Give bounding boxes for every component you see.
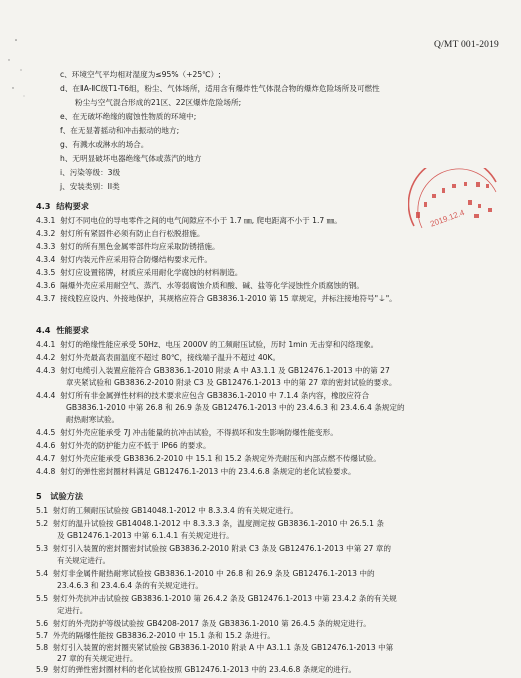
clause-text: 射灯所有非金属弹性材料的技术要求应包含 GB3836.1-2010 中 7.1.4 条内容，橡胶应符合 xyxy=(60,391,370,400)
clause-number: 5.9 xyxy=(36,665,49,674)
clause xyxy=(36,544,391,554)
clause-number: 4.3.5 xyxy=(36,268,56,277)
clause-continuation: 章夹紧试验和 GB3836.2-2010 附录 C3 及 GB12476.1-2013 中的第 27 章的密封试验的要求。 xyxy=(66,378,397,387)
clause-number: 4.3.6 xyxy=(36,281,56,290)
clause-text: 射灯外壳应能承受 GB3836.2-2010 中 15.1 和 15.2 条规定外壳耐压和内部点燃不传爆试验。 xyxy=(60,454,381,463)
section-title: 性能要求 xyxy=(56,325,89,335)
clause-number: 4.4.6 xyxy=(36,441,56,450)
clause-text: 射灯的所有黑色金属零部件均应采取防锈措施。 xyxy=(60,242,220,251)
clause xyxy=(36,216,342,226)
clause-number: 4.3.2 xyxy=(36,229,56,238)
clause xyxy=(36,454,381,464)
clause-number: 5.7 xyxy=(36,631,49,640)
clause-number: 5.3 xyxy=(36,544,49,553)
clause-text: 射灯的弹性密封圈材料的老化试验按照 GB12476.1-2013 中的 23.4.6.8 条规定的进行。 xyxy=(52,665,356,674)
clause xyxy=(36,594,397,604)
clause xyxy=(36,366,390,376)
clause-text: 射灯的外壳防护等级试验按 GB4208-2017 条及 GB3836.1-2010 第 26.4.5 条的规定进行。 xyxy=(52,619,371,628)
clause xyxy=(36,619,371,629)
clause-text: 外壳的隔爆性能按 GB3836.2-2010 中 15.1 条和 15.2 条进行。 xyxy=(52,631,275,640)
list-item: f、在无显著摇动和冲击振动的地方; xyxy=(60,126,180,135)
clause xyxy=(36,242,220,252)
clause-continuation: 定进行。 xyxy=(57,606,88,615)
clause-number: 4.3.7 xyxy=(36,294,56,303)
clause-number: 4.4.5 xyxy=(36,428,56,437)
clause-number: 4.3.4 xyxy=(36,255,56,264)
clause-text: 射灯引入装置的密封圈夹紧试验按 GB3836.1-2010 附录 A 中 A3.1.1 条及 GB12476.1-2013 中第 xyxy=(52,643,394,652)
clause-text: 射灯外壳最高表面温度不超过 80℃，接线端子温升不超过 40K。 xyxy=(60,353,281,362)
clause xyxy=(36,506,298,516)
clause-text: 射灯外壳的防护能力应不低于 IP66 的要求。 xyxy=(60,441,211,450)
clause-text: 射灯的温升试验按 GB14048.1-2012 中 8.3.3.3 条，温度测定按 GB3836.1-2010 中 26.5.1 条 xyxy=(52,519,384,528)
section-title: 试验方法 xyxy=(50,491,84,501)
clause xyxy=(36,294,397,304)
list-item: e、在无破坏绝缘的腐蚀性物质的环境中; xyxy=(60,112,197,121)
list-item: c、环境空气平均相对湿度为≤95%（+25℃）; xyxy=(60,70,221,79)
clause xyxy=(36,268,242,278)
clause-text: 射灯的工频耐压试验按 GB14048.1-2012 中 8.3.3.4 的有关规定进行。 xyxy=(52,506,298,515)
clause-number: 4.4.1 xyxy=(36,340,56,349)
section-number: 4.4 xyxy=(36,325,51,335)
list-item: i、污染等级：3级 xyxy=(60,168,121,177)
clause-text: 隔爆外壳应采用耐空气、蒸汽、水等弱腐蚀介质和酸、碱、盐等化学浸蚀性介质腐蚀的钢。 xyxy=(60,281,364,290)
clause-text: 射灯非金属件耐热耐寒试验按 GB3836.1-2010 中 26.8 和 26.9 条及 GB12476.1-2013 中的 xyxy=(52,569,375,578)
list-item: j、安装类别：II类 xyxy=(60,182,120,191)
section-title: 结构要求 xyxy=(56,201,89,211)
clause-text: 射灯的弹性密封圈材料满足 GB12476.1-2013 中的 23.4.6.8 条规定的老化试验要求。 xyxy=(60,467,356,476)
clause xyxy=(36,391,369,401)
section-heading xyxy=(36,201,89,211)
section-number xyxy=(36,667,42,677)
clause xyxy=(36,340,378,350)
section-heading xyxy=(36,491,83,501)
clause xyxy=(36,353,280,363)
clause-text: 射灯电缆引入装置应能符合 GB3836.1-2010 附录 A 中 A3.1.1 及 GB12476.1-2013 中的第 27 xyxy=(60,366,390,375)
clause xyxy=(36,569,375,579)
clause xyxy=(36,643,393,653)
clause-text: 射灯外壳应能承受 7J 冲击能量的抗冲击试验，不得损坏和发生影响防爆性能变形。 xyxy=(60,428,338,437)
official-seal-stamp xyxy=(408,168,500,232)
section-title xyxy=(47,667,80,677)
clause-number: 5.1 xyxy=(36,506,49,515)
clause-text: 射灯所有紧固件必须有防止自行松脱措施。 xyxy=(60,229,205,238)
section-number: 4.3 xyxy=(36,201,51,211)
clause-number: 4.3.1 xyxy=(36,216,56,225)
clause xyxy=(36,255,212,265)
clause-number: 4.4.3 xyxy=(36,366,56,375)
clause-text: 射灯引入装置的密封圈密封试验按 GB3836.2-2010 附录 C3 条及 GB12476.1-2013 中第 27 章的 xyxy=(52,544,391,553)
clause-continuation: 及 GB12476.1-2013 中第 6.1.4.1 有关规定进行。 xyxy=(57,531,234,540)
clause-continuation: GB3836.1-2010 中第 26.8 和 26.9 条及 GB12476.1-2013 中的 23.4.6.3 和 23.4.6.4 条规定的 xyxy=(66,403,405,412)
clause-number: 4.4.4 xyxy=(36,391,56,400)
clause-number: 4.4.2 xyxy=(36,353,56,362)
clause-continuation: 耐热耐寒试验。 xyxy=(66,415,120,424)
clause-number: 5.2 xyxy=(36,519,49,528)
list-item: g、有溅水或淋水的场合。 xyxy=(60,140,149,149)
clause xyxy=(36,631,275,641)
clause xyxy=(36,281,364,291)
clause-text: 射灯应设置铭牌，材质应采用耐化学腐蚀的材料制造。 xyxy=(60,268,243,277)
clause-text: 射灯内装元件应采用符合防爆结构要求元件。 xyxy=(60,255,213,264)
section-number: 5 xyxy=(36,491,42,501)
clause-continuation: 有关规定进行。 xyxy=(57,556,111,565)
clause-number: 4.3.3 xyxy=(36,242,56,251)
clause xyxy=(36,441,211,451)
clause-number: 5.4 xyxy=(36,569,49,578)
clause-text: 接线腔应设内、外接地保护，其规格应符合 GB3836.1-2010 第 15 章规定，并标注接地符号"⏚"。 xyxy=(60,294,397,303)
section-heading xyxy=(36,325,89,335)
clause-number: 5.6 xyxy=(36,619,49,628)
clause-text: 射灯不同电位的导电零件之间的电气间隙应不小于 1.7 ㎜, 爬电距离不小于 1.7 ㎜。 xyxy=(60,216,342,225)
clause xyxy=(36,519,384,529)
clause-text: 射灯的绝缘性能应承受 50Hz、电压 2000V 的工频耐压试验，历时 1min 无击穿和闪络现象。 xyxy=(60,340,379,349)
clause-continuation: 23.4.6.3 和 23.4.6.4 条的有关规定进行。 xyxy=(57,581,203,590)
list-item: h、无明显破坏电器绝缘气体或蒸汽的地方 xyxy=(60,154,202,163)
standard-code: Q/MT 001-2019 xyxy=(434,40,499,50)
clause-number: 5.8 xyxy=(36,643,49,652)
list-item: 粉尘与空气混合形成的21区、22区爆炸危险场所; xyxy=(75,98,242,107)
clause xyxy=(36,428,338,438)
clause xyxy=(36,467,356,477)
clause-number: 4.4.7 xyxy=(36,454,56,463)
clause-continuation: 27 章的有关规定进行。 xyxy=(57,654,138,663)
clause-number: 4.4.8 xyxy=(36,467,56,476)
seal-date-text: 2019.12.4 xyxy=(429,208,466,229)
clause-text: 射灯外壳抗冲击试验按 GB3836.1-2010 第 26.4.2 条及 GB12476.1-2013 中第 23.4.2 条的有关规 xyxy=(52,594,397,603)
clause xyxy=(36,665,356,675)
list-item: d、在ⅡA-ⅡC级T1-T6组，粉尘、气体场所，适用含有爆炸性气体混合物的爆炸危险场所及可燃性 xyxy=(60,84,380,93)
clause xyxy=(36,229,204,239)
clause-number: 5.5 xyxy=(36,594,49,603)
